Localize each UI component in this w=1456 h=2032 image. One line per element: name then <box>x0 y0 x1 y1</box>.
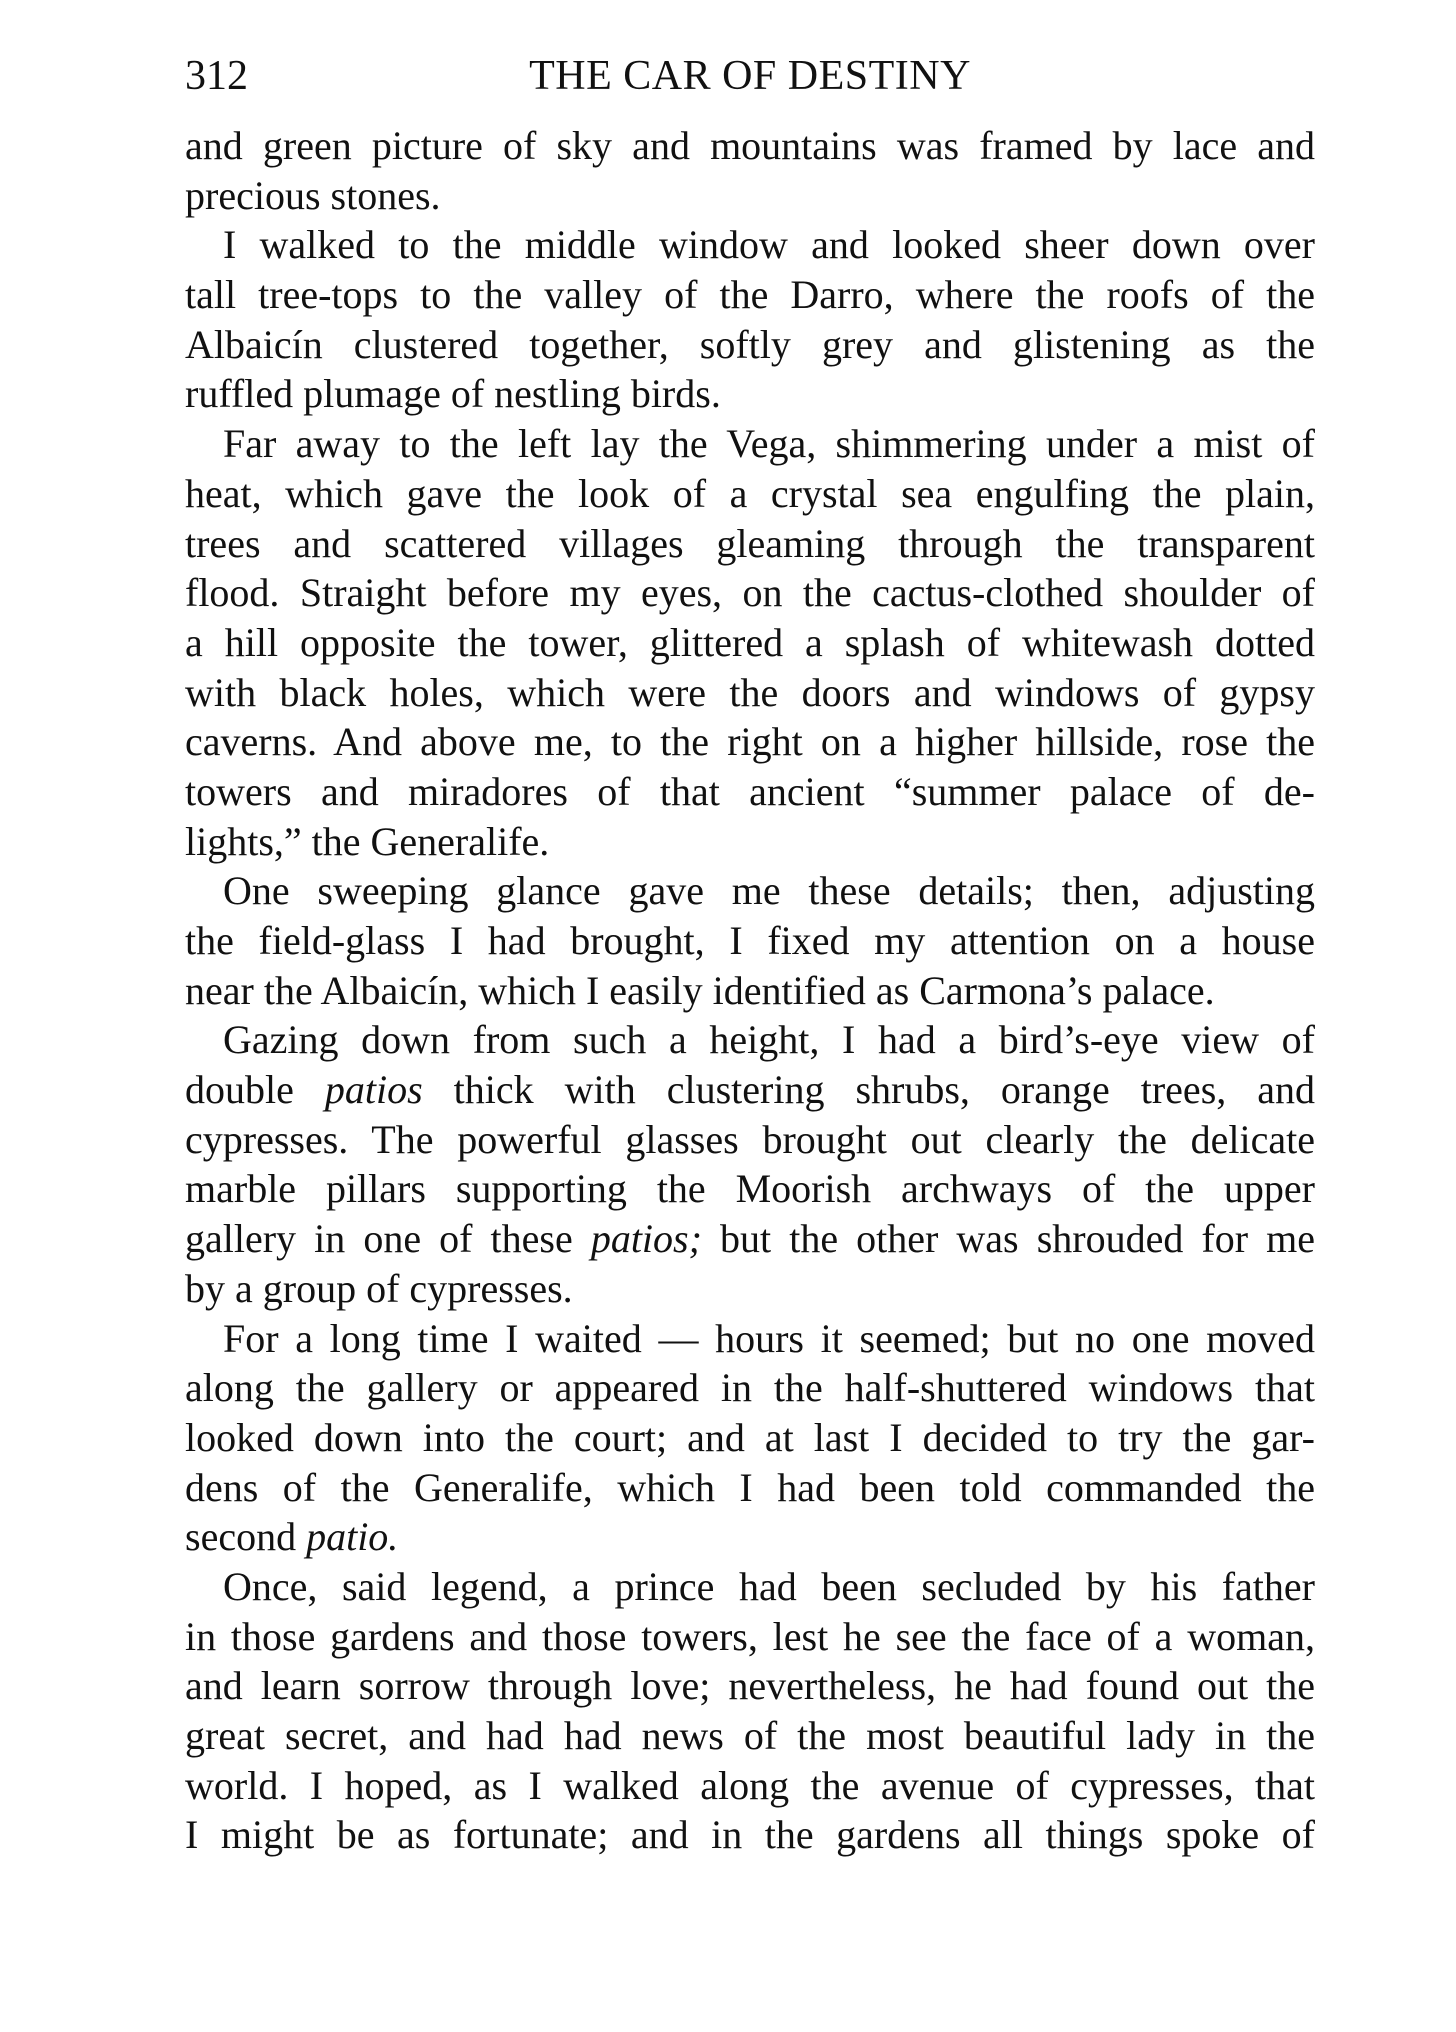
text-line: Gazing down from such a height, I had a bird’s-eye view of <box>223 1017 1315 1063</box>
text-line <box>185 1214 1315 1264</box>
running-title: THE CAR OF DESTINY <box>529 53 971 99</box>
text-line: One sweeping glance gave me these details; then, adjusting <box>223 868 1315 914</box>
text-line: I might be as fortunate; and in the gardens all things spoke of <box>185 1812 1315 1858</box>
text-line: looked down into the court; and at last I decided to try the gar- <box>185 1414 1315 1460</box>
italic-term: patios; <box>590 1216 702 1262</box>
text-segment: second <box>185 1514 307 1560</box>
paragraph <box>185 121 1315 220</box>
text-line: Albaicín clustered together, softly grey and glistening as the <box>185 321 1315 367</box>
text-line: lights,” the Generalife. <box>185 818 550 864</box>
text-line: by a group of cypresses. <box>185 1265 573 1311</box>
italic-term: patios <box>324 1067 423 1113</box>
paragraph <box>185 1562 1315 1860</box>
text-line: trees and scattered villages gleaming through the transparent <box>185 520 1315 566</box>
text-line: world. I hoped, as I walked along the avenue of cypresses, that <box>185 1762 1315 1808</box>
text-line: dens of the Generalife, which I had been told commanded the <box>185 1464 1315 1510</box>
text-line: I walked to the middle window and looked sheer down over <box>223 222 1315 268</box>
paragraph <box>185 1314 1315 1562</box>
page-number: 312 <box>185 53 248 99</box>
text-line: ruffled plumage of nestling birds. <box>185 371 721 417</box>
text-segment: thick with clustering shrubs, orange trees, and <box>422 1067 1316 1113</box>
text-line: marble pillars supporting the Moorish archways of the upper <box>185 1166 1315 1212</box>
text-line: the field-glass I had brought, I fixed my attention on a house <box>185 918 1315 963</box>
text-line <box>185 1512 1315 1562</box>
text-line: precious stones. <box>185 172 441 218</box>
body-text <box>185 121 1315 1860</box>
text-line: towers and miradores of that ancient “summer palace of de- <box>185 768 1315 814</box>
text-line: heat, which gave the look of a crystal sea engulfing the plain, <box>185 470 1315 516</box>
text-line: Far away to the left lay the Vega, shimmering under a mist of <box>223 421 1315 467</box>
text-line: great secret, and had had news of the most beautiful lady in the <box>185 1713 1315 1758</box>
running-header <box>185 50 1315 102</box>
text-line: cypresses. The powerful glasses brought out clearly the delicate <box>185 1116 1315 1162</box>
text-segment: gallery in one of these <box>185 1216 591 1262</box>
paragraph <box>185 419 1315 866</box>
italic-term: patio. <box>306 1514 399 1560</box>
text-line: near the Albaicín, which I easily identified as Carmona’s palace. <box>185 967 1215 1013</box>
paragraph <box>185 1015 1315 1313</box>
paragraph <box>185 866 1315 1015</box>
paragraph <box>185 220 1315 419</box>
text-segment: double <box>185 1067 325 1113</box>
text-line: a hill opposite the tower, glittered a splash of whitewash dotted <box>185 619 1315 665</box>
text-line: Once, said legend, a prince had been secluded by his father <box>223 1563 1315 1609</box>
text-line: For a long time I waited — hours it seemed; but no one moved <box>223 1315 1315 1361</box>
text-line: flood. Straight before my eyes, on the cactus-clothed shoulder of <box>185 570 1315 616</box>
text-line: and green picture of sky and mountains was framed by lace and <box>185 123 1315 168</box>
text-line: tall tree-tops to the valley of the Darro, where the roofs of the <box>185 272 1315 318</box>
text-line: caverns. And above me, to the right on a higher hillside, rose the <box>185 719 1315 765</box>
text-line <box>185 1065 1315 1115</box>
text-line: in those gardens and those towers, lest he see the face of a woman, <box>185 1613 1315 1659</box>
text-line: with black holes, which were the doors and windows of gypsy <box>185 669 1315 715</box>
text-line: and learn sorrow through love; nevertheless, he had found out the <box>185 1663 1315 1709</box>
text-line: along the gallery or appeared in the half-shuttered windows that <box>185 1365 1315 1411</box>
text-segment: but the other was shrouded for me <box>701 1216 1315 1262</box>
